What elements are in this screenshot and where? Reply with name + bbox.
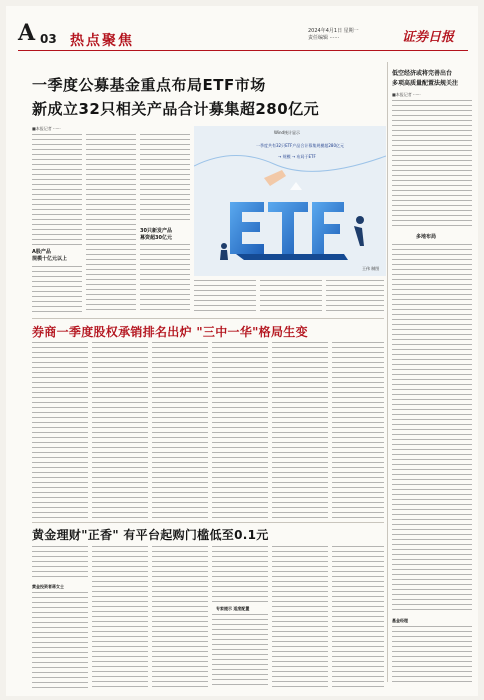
etf-letters-icon	[230, 202, 348, 260]
etf-banner: 一季度共有32只ETF产品合计募集规模超280亿元	[256, 143, 344, 148]
third-subhead-2: 专家提示 适度配置	[216, 606, 250, 611]
third-body-col3	[152, 546, 208, 688]
header-date: 2024年4月1日 星期一	[308, 28, 359, 34]
section-rule-2	[32, 522, 384, 523]
third-body-col1a	[32, 546, 88, 580]
newspaper-page	[6, 6, 478, 696]
sidebar-headline-line1: 低空经济或将完善出台	[392, 70, 453, 77]
third-body-col4a	[212, 546, 268, 602]
second-body-col2	[92, 342, 148, 518]
main-headline-line2: 新成立32只相关产品合计募集超280亿元	[32, 100, 320, 118]
arrow-up-icon	[290, 182, 302, 190]
main-body-col2	[86, 134, 136, 314]
sidebar-subhead: 多地布局	[416, 234, 437, 240]
header-meta	[308, 28, 359, 42]
etf-tag: Wind统计显示	[274, 130, 301, 135]
newspaper-logo: 证券日报	[402, 30, 455, 45]
third-body-col4b	[212, 614, 268, 688]
main-body-col1b	[32, 266, 82, 314]
sidebar-body-c	[392, 626, 472, 686]
third-body-col1b	[32, 592, 88, 688]
main-body-col5	[260, 280, 322, 314]
section-rule-1	[32, 318, 384, 319]
sidebar-headline-line2: 多项高质量配置法规关注	[392, 80, 459, 87]
main-body-col6	[326, 280, 384, 314]
second-body-col1	[32, 342, 88, 518]
etf-sub-banner: → 规模 → 布局于ETF	[278, 154, 316, 159]
page-letter: A	[18, 20, 36, 46]
header-rule	[18, 50, 468, 51]
main-body-col1a	[32, 134, 82, 246]
hand-icon	[264, 170, 286, 186]
page-header	[6, 6, 478, 49]
third-subhead-1: 黄金投资者蒋女士	[32, 584, 64, 589]
page-number: 03	[40, 32, 57, 46]
section-title: 热点聚焦	[70, 33, 134, 49]
main-body-col3b	[140, 244, 190, 314]
sidebar-body-b	[392, 244, 472, 614]
second-body-col5	[272, 342, 328, 518]
main-headline-line1: 一季度公募基金重点布局ETF市场	[32, 76, 266, 94]
header-editor: 责任编辑 ······	[308, 35, 340, 41]
main-body-col4	[194, 280, 256, 314]
second-body-col3	[152, 342, 208, 518]
sidebar-byline: ■本报记者 ······	[392, 92, 421, 97]
main-subhead-2: 30只新发产品 募资超30亿元	[140, 228, 172, 241]
person-icon	[356, 216, 364, 224]
third-headline: 黄金理财"正香" 有平台起购门槛低至0.1元	[32, 528, 269, 542]
main-body-col3a	[140, 134, 190, 224]
second-headline: 券商一季度股权承销排名出炉 "三中一华"格局生变	[32, 325, 308, 339]
second-body-col6	[332, 342, 384, 518]
third-body-col2	[92, 546, 148, 688]
sidebar-bottom-tag: 基金经理	[392, 618, 408, 623]
main-subhead-1: A股产品 规模十亿元以上	[32, 249, 68, 262]
sidebar-divider	[387, 62, 388, 682]
second-body-col4	[212, 342, 268, 518]
third-body-col5	[272, 546, 328, 688]
etf-credit: 王伟 制图	[362, 266, 380, 271]
sidebar-body-a	[392, 100, 472, 230]
third-body-col6	[332, 546, 384, 688]
main-byline: ■本报记者 ······	[32, 126, 61, 131]
